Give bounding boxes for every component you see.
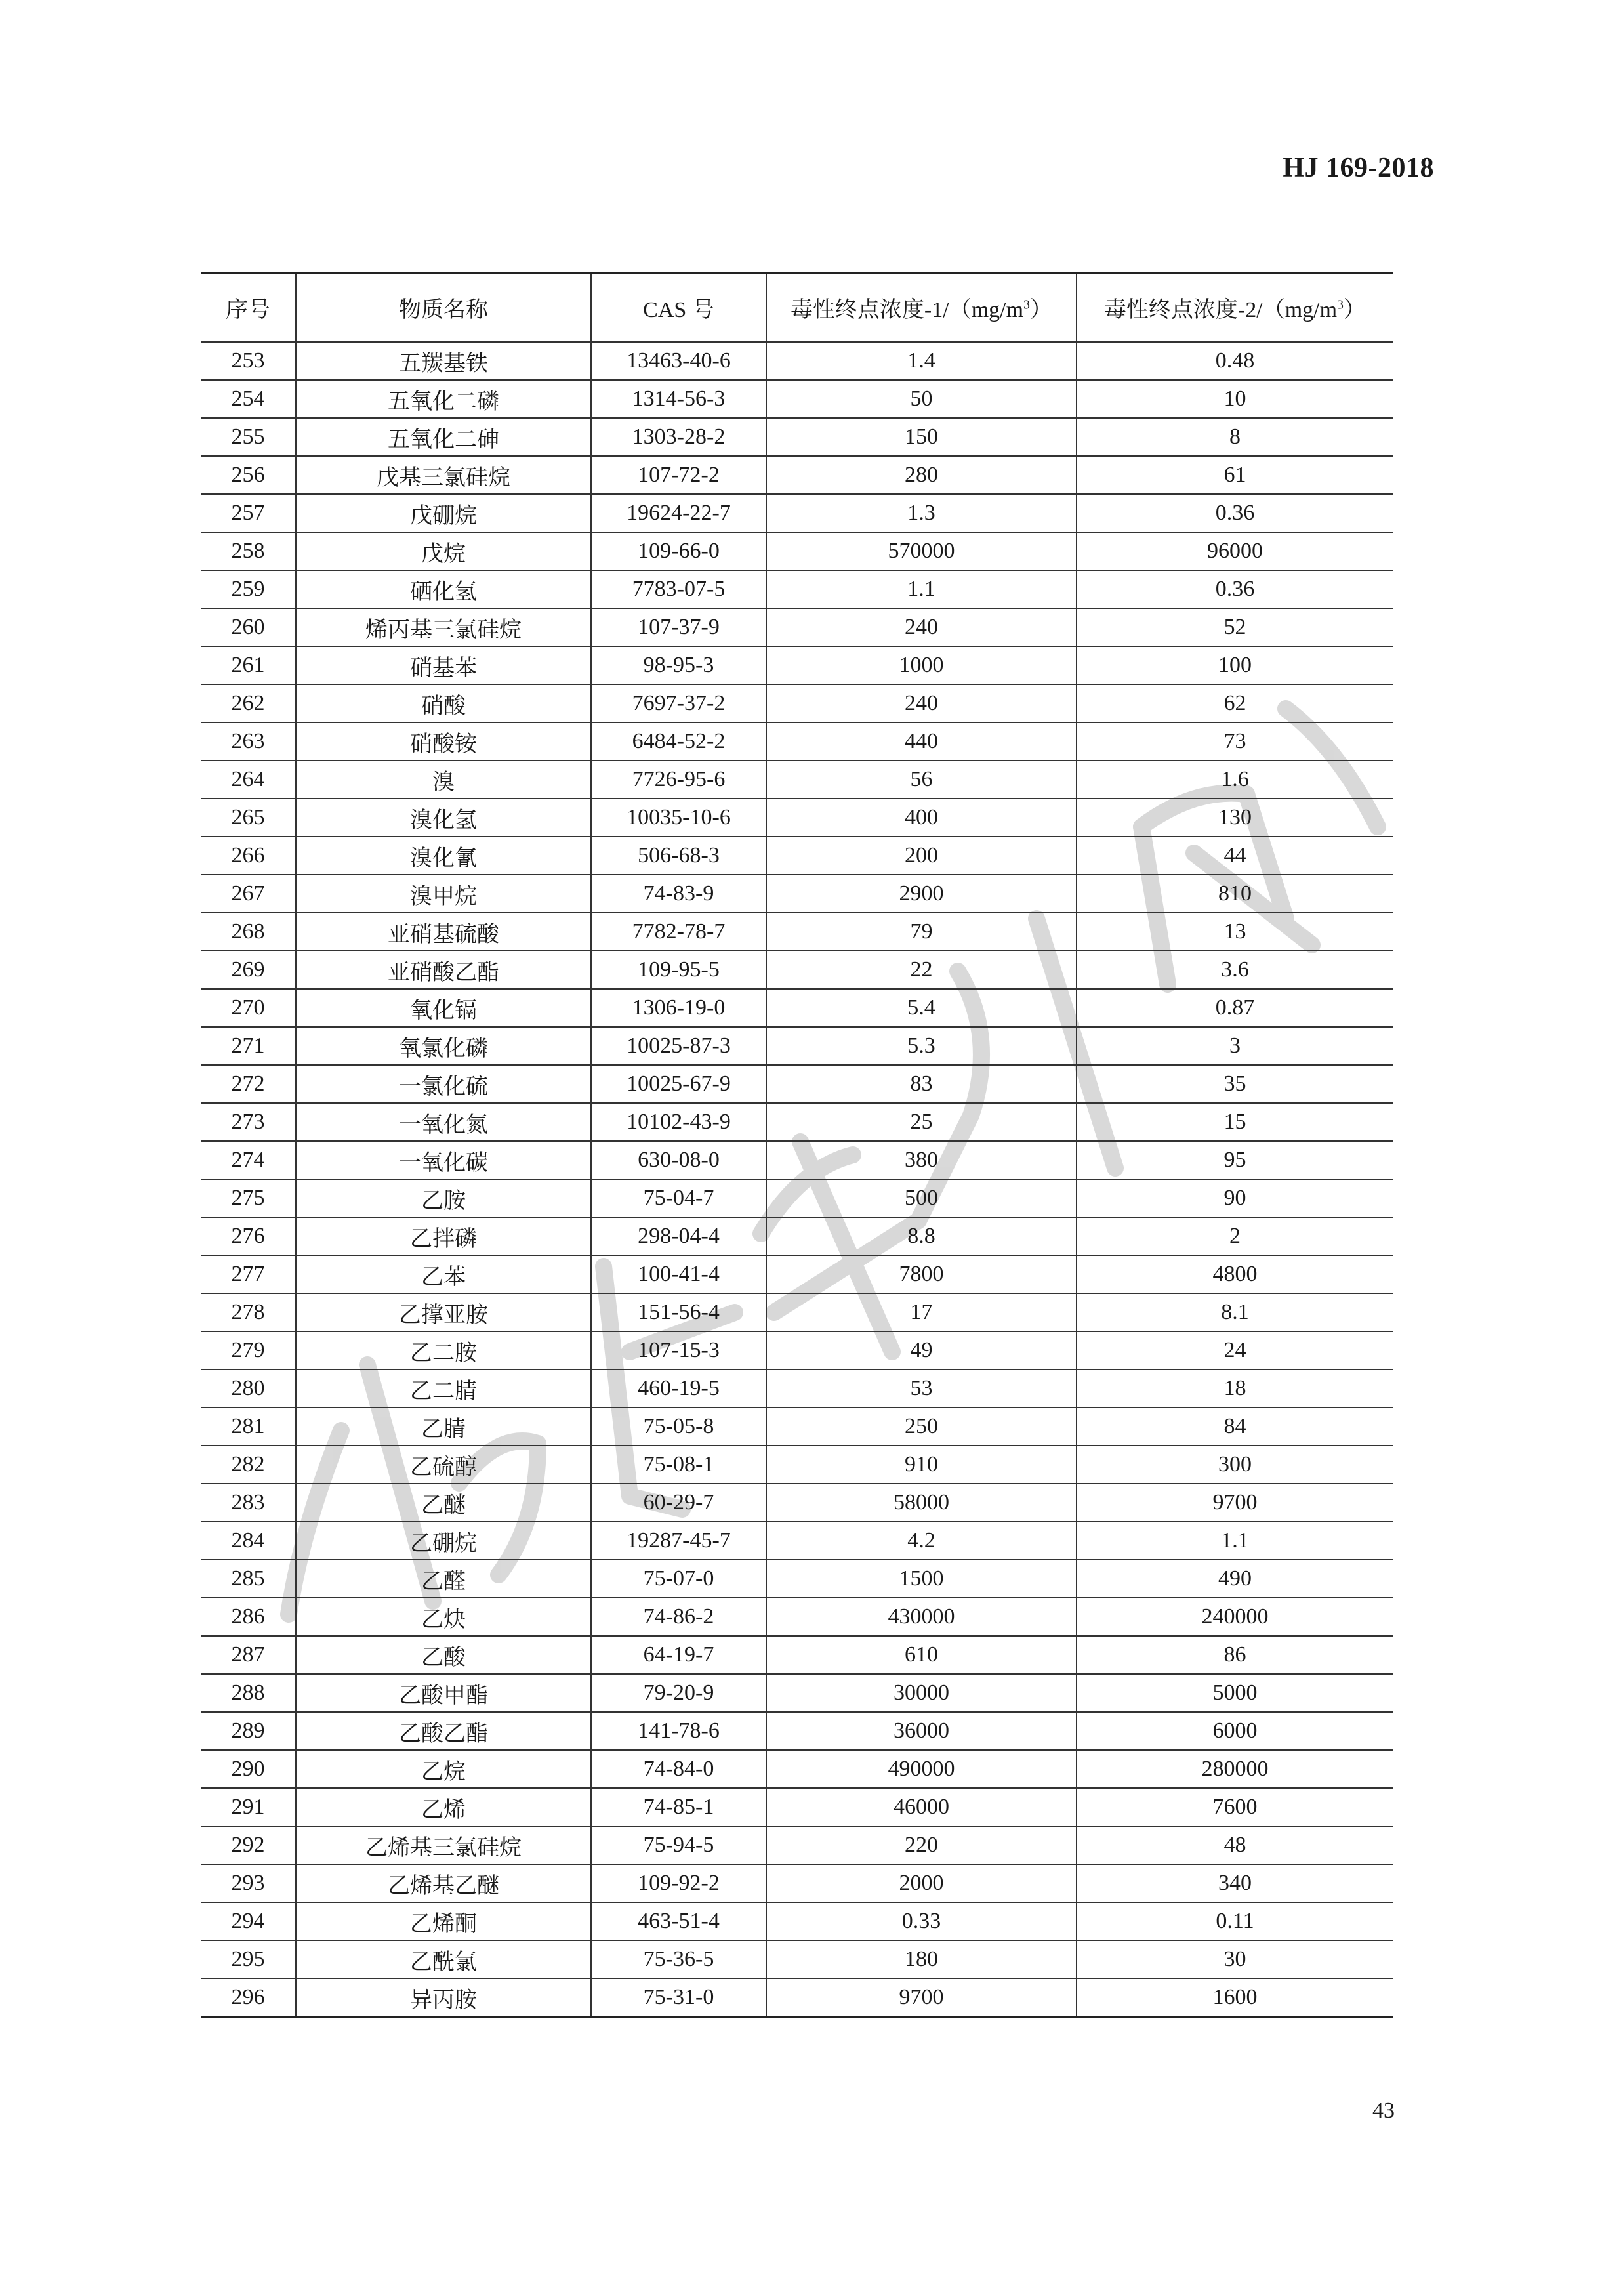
cell-substance-name: 硝基苯 bbox=[296, 646, 591, 684]
table-row bbox=[201, 1522, 1393, 1560]
cell-no: 277 bbox=[201, 1255, 296, 1293]
table-row bbox=[201, 1902, 1393, 1940]
cell-no: 284 bbox=[201, 1522, 296, 1560]
cell-cas-number: 75-36-5 bbox=[591, 1940, 766, 1978]
table-row bbox=[201, 1750, 1393, 1788]
cell-endpoint-2: 7600 bbox=[1077, 1788, 1393, 1826]
cell-substance-name: 乙酸乙酯 bbox=[296, 1712, 591, 1750]
cell-substance-name: 乙烯基乙醚 bbox=[296, 1864, 591, 1902]
cell-substance-name: 乙酸 bbox=[296, 1636, 591, 1674]
cell-endpoint-2: 73 bbox=[1077, 722, 1393, 761]
table-row bbox=[201, 913, 1393, 951]
table-row bbox=[201, 1027, 1393, 1065]
cell-substance-name: 乙二腈 bbox=[296, 1369, 591, 1408]
cell-substance-name: 乙撑亚胺 bbox=[296, 1293, 591, 1331]
cell-endpoint-1: 7800 bbox=[766, 1255, 1077, 1293]
cell-endpoint-2: 490 bbox=[1077, 1560, 1393, 1598]
cell-no: 296 bbox=[201, 1978, 296, 2017]
cell-cas-number: 10025-87-3 bbox=[591, 1027, 766, 1065]
cell-cas-number: 10035-10-6 bbox=[591, 799, 766, 837]
cell-substance-name: 五羰基铁 bbox=[296, 342, 591, 380]
cell-endpoint-1: 25 bbox=[766, 1103, 1077, 1141]
cell-cas-number: 75-07-0 bbox=[591, 1560, 766, 1598]
unit-superscript: 3 bbox=[1337, 297, 1344, 312]
cell-no: 267 bbox=[201, 875, 296, 913]
cell-endpoint-1: 220 bbox=[766, 1826, 1077, 1864]
cell-no: 270 bbox=[201, 989, 296, 1027]
cell-endpoint-2: 62 bbox=[1077, 684, 1393, 722]
cell-cas-number: 10102-43-9 bbox=[591, 1103, 766, 1141]
cell-substance-name: 乙苯 bbox=[296, 1255, 591, 1293]
cell-substance-name: 亚硝基硫酸 bbox=[296, 913, 591, 951]
cell-no: 265 bbox=[201, 799, 296, 837]
cell-cas-number: 109-92-2 bbox=[591, 1864, 766, 1902]
cell-no: 263 bbox=[201, 722, 296, 761]
cell-endpoint-2: 1.6 bbox=[1077, 761, 1393, 799]
table-row bbox=[201, 875, 1393, 913]
cell-substance-name: 乙酸甲酯 bbox=[296, 1674, 591, 1712]
cell-endpoint-2: 0.36 bbox=[1077, 494, 1393, 532]
cell-no: 271 bbox=[201, 1027, 296, 1065]
cell-no: 255 bbox=[201, 418, 296, 456]
cell-endpoint-1: 250 bbox=[766, 1408, 1077, 1446]
cell-substance-name: 乙胺 bbox=[296, 1179, 591, 1217]
cell-no: 295 bbox=[201, 1940, 296, 1978]
cell-cas-number: 75-31-0 bbox=[591, 1978, 766, 2017]
cell-substance-name: 溴甲烷 bbox=[296, 875, 591, 913]
cell-endpoint-2: 100 bbox=[1077, 646, 1393, 684]
cell-endpoint-1: 240 bbox=[766, 684, 1077, 722]
cell-substance-name: 戊烷 bbox=[296, 532, 591, 570]
cell-endpoint-2: 130 bbox=[1077, 799, 1393, 837]
cell-no: 280 bbox=[201, 1369, 296, 1408]
cell-endpoint-1: 1.1 bbox=[766, 570, 1077, 608]
cell-cas-number: 107-72-2 bbox=[591, 456, 766, 494]
cell-substance-name: 乙硫醇 bbox=[296, 1446, 591, 1484]
table-row bbox=[201, 1179, 1393, 1217]
cell-substance-name: 硒化氢 bbox=[296, 570, 591, 608]
table-row bbox=[201, 722, 1393, 761]
table-row bbox=[201, 532, 1393, 570]
cell-cas-number: 7697-37-2 bbox=[591, 684, 766, 722]
cell-endpoint-1: 910 bbox=[766, 1446, 1077, 1484]
cell-endpoint-2: 6000 bbox=[1077, 1712, 1393, 1750]
page-number: 43 bbox=[1372, 2098, 1395, 2123]
cell-endpoint-2: 280000 bbox=[1077, 1750, 1393, 1788]
cell-cas-number: 463-51-4 bbox=[591, 1902, 766, 1940]
cell-endpoint-2: 48 bbox=[1077, 1826, 1393, 1864]
cell-substance-name: 五氧化二磷 bbox=[296, 380, 591, 418]
table-row bbox=[201, 418, 1393, 456]
cell-cas-number: 75-05-8 bbox=[591, 1408, 766, 1446]
cell-endpoint-1: 4.2 bbox=[766, 1522, 1077, 1560]
cell-no: 258 bbox=[201, 532, 296, 570]
cell-cas-number: 79-20-9 bbox=[591, 1674, 766, 1712]
cell-substance-name: 硝酸 bbox=[296, 684, 591, 722]
table-row bbox=[201, 1712, 1393, 1750]
cell-no: 269 bbox=[201, 951, 296, 989]
cell-endpoint-2: 5000 bbox=[1077, 1674, 1393, 1712]
table-row bbox=[201, 608, 1393, 646]
cell-endpoint-2: 35 bbox=[1077, 1065, 1393, 1103]
table-row bbox=[201, 799, 1393, 837]
cell-no: 279 bbox=[201, 1331, 296, 1369]
cell-no: 257 bbox=[201, 494, 296, 532]
cell-substance-name: 烯丙基三氯硅烷 bbox=[296, 608, 591, 646]
cell-cas-number: 1314-56-3 bbox=[591, 380, 766, 418]
cell-endpoint-2: 300 bbox=[1077, 1446, 1393, 1484]
cell-endpoint-1: 58000 bbox=[766, 1484, 1077, 1522]
table-row bbox=[201, 1636, 1393, 1674]
cell-cas-number: 19624-22-7 bbox=[591, 494, 766, 532]
cell-endpoint-1: 17 bbox=[766, 1293, 1077, 1331]
cell-no: 264 bbox=[201, 761, 296, 799]
cell-endpoint-1: 1.3 bbox=[766, 494, 1077, 532]
cell-endpoint-2: 95 bbox=[1077, 1141, 1393, 1179]
cell-no: 275 bbox=[201, 1179, 296, 1217]
cell-substance-name: 乙烷 bbox=[296, 1750, 591, 1788]
cell-endpoint-1: 2900 bbox=[766, 875, 1077, 913]
cell-cas-number: 1303-28-2 bbox=[591, 418, 766, 456]
cell-endpoint-1: 5.4 bbox=[766, 989, 1077, 1027]
cell-cas-number: 98-95-3 bbox=[591, 646, 766, 684]
cell-endpoint-1: 2000 bbox=[766, 1864, 1077, 1902]
cell-endpoint-1: 380 bbox=[766, 1141, 1077, 1179]
cell-endpoint-2: 90 bbox=[1077, 1179, 1393, 1217]
cell-endpoint-2: 52 bbox=[1077, 608, 1393, 646]
cell-endpoint-2: 44 bbox=[1077, 837, 1393, 875]
cell-no: 289 bbox=[201, 1712, 296, 1750]
cell-endpoint-1: 430000 bbox=[766, 1598, 1077, 1636]
cell-cas-number: 7783-07-5 bbox=[591, 570, 766, 608]
cell-substance-name: 乙烯基三氯硅烷 bbox=[296, 1826, 591, 1864]
cell-no: 261 bbox=[201, 646, 296, 684]
cell-endpoint-1: 180 bbox=[766, 1940, 1077, 1978]
table-row bbox=[201, 1598, 1393, 1636]
cell-substance-name: 一氧化氮 bbox=[296, 1103, 591, 1141]
cell-endpoint-1: 500 bbox=[766, 1179, 1077, 1217]
cell-no: 256 bbox=[201, 456, 296, 494]
table-row bbox=[201, 1826, 1393, 1864]
header-no: 序号 bbox=[201, 273, 296, 343]
cell-endpoint-2: 2 bbox=[1077, 1217, 1393, 1255]
cell-endpoint-2: 1600 bbox=[1077, 1978, 1393, 2017]
table-header-row bbox=[201, 273, 1393, 343]
cell-endpoint-1: 49 bbox=[766, 1331, 1077, 1369]
cell-endpoint-1: 22 bbox=[766, 951, 1077, 989]
cell-cas-number: 19287-45-7 bbox=[591, 1522, 766, 1560]
cell-no: 272 bbox=[201, 1065, 296, 1103]
cell-cas-number: 74-85-1 bbox=[591, 1788, 766, 1826]
cell-no: 260 bbox=[201, 608, 296, 646]
table-row bbox=[201, 1978, 1393, 2017]
cell-endpoint-2: 30 bbox=[1077, 1940, 1393, 1978]
header-cas: CAS 号 bbox=[591, 273, 766, 343]
table-row bbox=[201, 1446, 1393, 1484]
cell-substance-name: 五氧化二砷 bbox=[296, 418, 591, 456]
cell-endpoint-2: 3.6 bbox=[1077, 951, 1393, 989]
cell-endpoint-1: 200 bbox=[766, 837, 1077, 875]
cell-endpoint-1: 9700 bbox=[766, 1978, 1077, 2017]
table-row bbox=[201, 456, 1393, 494]
cell-cas-number: 1306-19-0 bbox=[591, 989, 766, 1027]
cell-endpoint-2: 96000 bbox=[1077, 532, 1393, 570]
table-row bbox=[201, 684, 1393, 722]
table-row bbox=[201, 989, 1393, 1027]
cell-substance-name: 乙炔 bbox=[296, 1598, 591, 1636]
table-row bbox=[201, 1141, 1393, 1179]
table-row bbox=[201, 1940, 1393, 1978]
cell-endpoint-1: 570000 bbox=[766, 532, 1077, 570]
header-endpoint-1 bbox=[766, 273, 1077, 343]
cell-substance-name: 亚硝酸乙酯 bbox=[296, 951, 591, 989]
cell-cas-number: 7726-95-6 bbox=[591, 761, 766, 799]
cell-no: 278 bbox=[201, 1293, 296, 1331]
cell-substance-name: 乙酰氯 bbox=[296, 1940, 591, 1978]
table-row bbox=[201, 1217, 1393, 1255]
unit-superscript: 3 bbox=[1023, 297, 1031, 312]
cell-endpoint-2: 9700 bbox=[1077, 1484, 1393, 1522]
cell-endpoint-2: 1.1 bbox=[1077, 1522, 1393, 1560]
table-row bbox=[201, 380, 1393, 418]
cell-endpoint-1: 490000 bbox=[766, 1750, 1077, 1788]
cell-no: 286 bbox=[201, 1598, 296, 1636]
table-row bbox=[201, 1293, 1393, 1331]
cell-substance-name: 乙烯酮 bbox=[296, 1902, 591, 1940]
cell-endpoint-1: 5.3 bbox=[766, 1027, 1077, 1065]
cell-no: 282 bbox=[201, 1446, 296, 1484]
cell-no: 292 bbox=[201, 1826, 296, 1864]
cell-no: 266 bbox=[201, 837, 296, 875]
cell-endpoint-1: 56 bbox=[766, 761, 1077, 799]
cell-cas-number: 74-86-2 bbox=[591, 1598, 766, 1636]
cell-cas-number: 100-41-4 bbox=[591, 1255, 766, 1293]
header-endpoint-1-label: 毒性终点浓度-1/（mg/m bbox=[790, 298, 1024, 322]
cell-cas-number: 75-04-7 bbox=[591, 1179, 766, 1217]
cell-no: 293 bbox=[201, 1864, 296, 1902]
cell-endpoint-1: 1000 bbox=[766, 646, 1077, 684]
table-row bbox=[201, 1103, 1393, 1141]
table-row bbox=[201, 1255, 1393, 1293]
cell-endpoint-2: 810 bbox=[1077, 875, 1393, 913]
cell-substance-name: 戊基三氯硅烷 bbox=[296, 456, 591, 494]
cell-endpoint-2: 15 bbox=[1077, 1103, 1393, 1141]
table-row bbox=[201, 761, 1393, 799]
cell-substance-name: 氧化镉 bbox=[296, 989, 591, 1027]
cell-endpoint-2: 240000 bbox=[1077, 1598, 1393, 1636]
cell-endpoint-1: 150 bbox=[766, 418, 1077, 456]
cell-endpoint-2: 18 bbox=[1077, 1369, 1393, 1408]
table-row bbox=[201, 1065, 1393, 1103]
cell-no: 285 bbox=[201, 1560, 296, 1598]
cell-endpoint-2: 24 bbox=[1077, 1331, 1393, 1369]
cell-endpoint-1: 1.4 bbox=[766, 342, 1077, 380]
cell-substance-name: 戊硼烷 bbox=[296, 494, 591, 532]
cell-cas-number: 10025-67-9 bbox=[591, 1065, 766, 1103]
cell-endpoint-2: 3 bbox=[1077, 1027, 1393, 1065]
cell-substance-name: 乙烯 bbox=[296, 1788, 591, 1826]
cell-cas-number: 107-15-3 bbox=[591, 1331, 766, 1369]
cell-endpoint-1: 400 bbox=[766, 799, 1077, 837]
unit-close: ） bbox=[1030, 298, 1053, 322]
header-name: 物质名称 bbox=[296, 273, 591, 343]
cell-endpoint-2: 340 bbox=[1077, 1864, 1393, 1902]
cell-substance-name: 乙硼烷 bbox=[296, 1522, 591, 1560]
cell-no: 283 bbox=[201, 1484, 296, 1522]
cell-endpoint-1: 46000 bbox=[766, 1788, 1077, 1826]
cell-endpoint-1: 79 bbox=[766, 913, 1077, 951]
table-row bbox=[201, 570, 1393, 608]
cell-cas-number: 460-19-5 bbox=[591, 1369, 766, 1408]
cell-cas-number: 75-08-1 bbox=[591, 1446, 766, 1484]
header-endpoint-2 bbox=[1077, 273, 1393, 343]
cell-substance-name: 溴化氢 bbox=[296, 799, 591, 837]
cell-endpoint-2: 0.36 bbox=[1077, 570, 1393, 608]
table-row bbox=[201, 494, 1393, 532]
cell-cas-number: 60-29-7 bbox=[591, 1484, 766, 1522]
table-row bbox=[201, 1331, 1393, 1369]
cell-substance-name: 一氧化碳 bbox=[296, 1141, 591, 1179]
cell-endpoint-2: 13 bbox=[1077, 913, 1393, 951]
cell-no: 281 bbox=[201, 1408, 296, 1446]
header-endpoint-2-label: 毒性终点浓度-2/（mg/m bbox=[1103, 298, 1338, 322]
cell-no: 288 bbox=[201, 1674, 296, 1712]
cell-substance-name: 溴化氰 bbox=[296, 837, 591, 875]
cell-no: 254 bbox=[201, 380, 296, 418]
cell-cas-number: 6484-52-2 bbox=[591, 722, 766, 761]
cell-endpoint-1: 36000 bbox=[766, 1712, 1077, 1750]
table-row bbox=[201, 1864, 1393, 1902]
cell-endpoint-2: 4800 bbox=[1077, 1255, 1393, 1293]
cell-endpoint-2: 0.11 bbox=[1077, 1902, 1393, 1940]
cell-no: 294 bbox=[201, 1902, 296, 1940]
cell-substance-name: 乙醛 bbox=[296, 1560, 591, 1598]
cell-endpoint-2: 8 bbox=[1077, 418, 1393, 456]
cell-no: 290 bbox=[201, 1750, 296, 1788]
cell-endpoint-1: 440 bbox=[766, 722, 1077, 761]
table-row bbox=[201, 1369, 1393, 1408]
table-row bbox=[201, 837, 1393, 875]
cell-no: 274 bbox=[201, 1141, 296, 1179]
cell-substance-name: 异丙胺 bbox=[296, 1978, 591, 2017]
cell-cas-number: 107-37-9 bbox=[591, 608, 766, 646]
cell-cas-number: 141-78-6 bbox=[591, 1712, 766, 1750]
table-body bbox=[201, 342, 1393, 2017]
cell-endpoint-2: 10 bbox=[1077, 380, 1393, 418]
cell-cas-number: 7782-78-7 bbox=[591, 913, 766, 951]
table-row bbox=[201, 1560, 1393, 1598]
unit-close: ） bbox=[1344, 298, 1366, 322]
cell-endpoint-1: 50 bbox=[766, 380, 1077, 418]
cell-endpoint-1: 0.33 bbox=[766, 1902, 1077, 1940]
cell-cas-number: 74-83-9 bbox=[591, 875, 766, 913]
cell-endpoint-2: 0.48 bbox=[1077, 342, 1393, 380]
cell-cas-number: 630-08-0 bbox=[591, 1141, 766, 1179]
cell-substance-name: 乙腈 bbox=[296, 1408, 591, 1446]
table-row bbox=[201, 646, 1393, 684]
cell-substance-name: 乙醚 bbox=[296, 1484, 591, 1522]
cell-endpoint-2: 0.87 bbox=[1077, 989, 1393, 1027]
cell-no: 276 bbox=[201, 1217, 296, 1255]
cell-no: 287 bbox=[201, 1636, 296, 1674]
cell-cas-number: 506-68-3 bbox=[591, 837, 766, 875]
cell-cas-number: 109-95-5 bbox=[591, 951, 766, 989]
cell-endpoint-1: 240 bbox=[766, 608, 1077, 646]
cell-endpoint-2: 86 bbox=[1077, 1636, 1393, 1674]
table-row bbox=[201, 1484, 1393, 1522]
toxicity-table bbox=[201, 272, 1393, 2018]
cell-substance-name: 溴 bbox=[296, 761, 591, 799]
table-row bbox=[201, 342, 1393, 380]
cell-no: 273 bbox=[201, 1103, 296, 1141]
cell-endpoint-1: 53 bbox=[766, 1369, 1077, 1408]
cell-cas-number: 109-66-0 bbox=[591, 532, 766, 570]
cell-no: 259 bbox=[201, 570, 296, 608]
cell-endpoint-2: 84 bbox=[1077, 1408, 1393, 1446]
cell-endpoint-1: 83 bbox=[766, 1065, 1077, 1103]
cell-endpoint-1: 1500 bbox=[766, 1560, 1077, 1598]
document-code: HJ 169-2018 bbox=[1283, 153, 1434, 183]
cell-substance-name: 一氯化硫 bbox=[296, 1065, 591, 1103]
cell-cas-number: 13463-40-6 bbox=[591, 342, 766, 380]
cell-no: 253 bbox=[201, 342, 296, 380]
cell-substance-name: 乙二胺 bbox=[296, 1331, 591, 1369]
cell-endpoint-2: 61 bbox=[1077, 456, 1393, 494]
cell-cas-number: 64-19-7 bbox=[591, 1636, 766, 1674]
cell-endpoint-1: 8.8 bbox=[766, 1217, 1077, 1255]
table-row bbox=[201, 1788, 1393, 1826]
cell-cas-number: 298-04-4 bbox=[591, 1217, 766, 1255]
cell-endpoint-2: 8.1 bbox=[1077, 1293, 1393, 1331]
cell-substance-name: 硝酸铵 bbox=[296, 722, 591, 761]
cell-no: 291 bbox=[201, 1788, 296, 1826]
cell-endpoint-1: 30000 bbox=[766, 1674, 1077, 1712]
cell-endpoint-1: 610 bbox=[766, 1636, 1077, 1674]
cell-no: 268 bbox=[201, 913, 296, 951]
cell-no: 262 bbox=[201, 684, 296, 722]
cell-endpoint-1: 280 bbox=[766, 456, 1077, 494]
cell-cas-number: 74-84-0 bbox=[591, 1750, 766, 1788]
cell-substance-name: 乙拌磷 bbox=[296, 1217, 591, 1255]
table-row bbox=[201, 1674, 1393, 1712]
table-row bbox=[201, 1408, 1393, 1446]
cell-cas-number: 151-56-4 bbox=[591, 1293, 766, 1331]
table-row bbox=[201, 951, 1393, 989]
cell-cas-number: 75-94-5 bbox=[591, 1826, 766, 1864]
cell-substance-name: 氧氯化磷 bbox=[296, 1027, 591, 1065]
